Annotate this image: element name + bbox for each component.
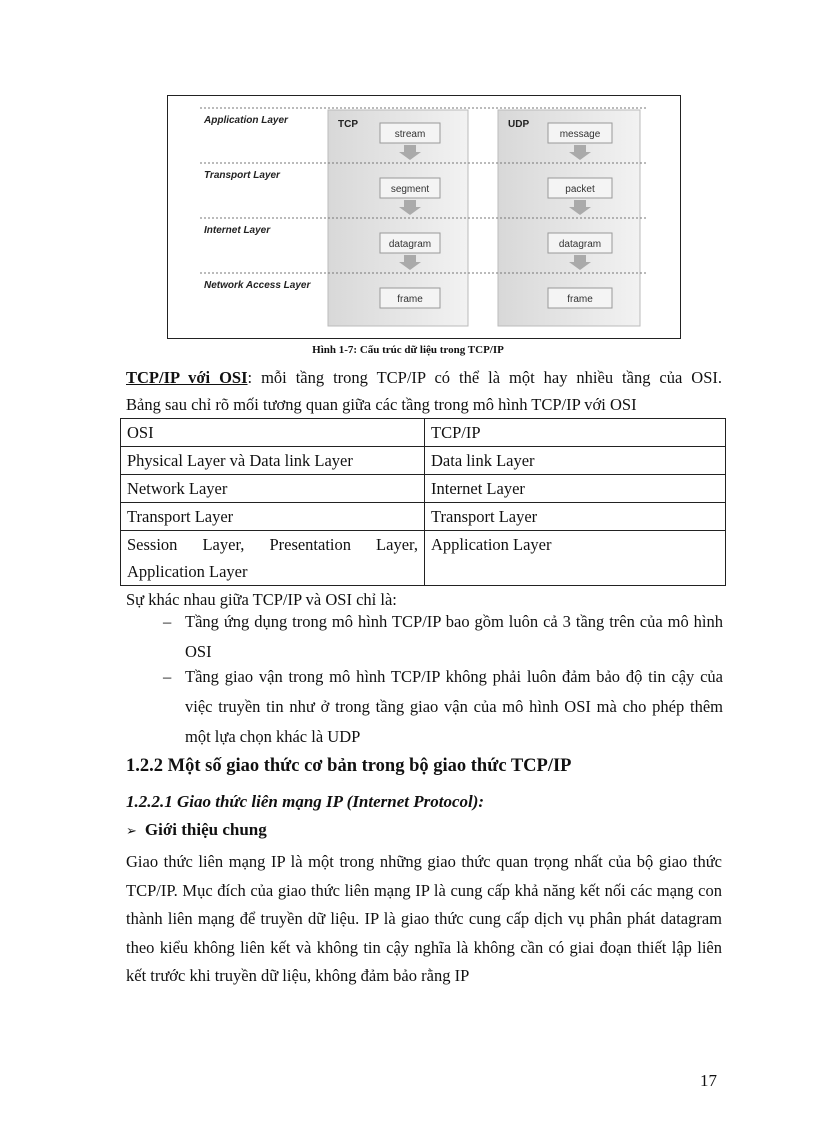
layer-label-internet: Internet Layer xyxy=(204,225,271,236)
table-cell: Data link Layer xyxy=(425,447,726,475)
layer-label-network-access: Network Access Layer xyxy=(204,280,311,291)
tcpip-data-structure-figure xyxy=(167,95,681,339)
intro-line-2: Bảng sau chỉ rõ mối tương quan giữa các tầng trong mô hình TCP/IP với OSI xyxy=(126,395,637,414)
tcp-box-segment-label: segment xyxy=(390,184,430,195)
layer-label-transport: Transport Layer xyxy=(204,170,280,181)
table-row xyxy=(121,447,726,475)
section-heading: 1.2.2 Một số giao thức cơ bản trong bộ giao thức TCP/IP xyxy=(126,756,572,776)
layer-label-application: Application Layer xyxy=(204,115,288,126)
table-cell-line: Session Layer, Presentation Layer, xyxy=(127,535,418,554)
table-cell: Application Layer xyxy=(425,531,726,586)
page-number: 17 xyxy=(700,1071,717,1090)
subsection-heading: 1.2.2.1 Giao thức liên mạng IP (Internet Protocol): xyxy=(126,792,485,811)
intro-title: TCP/IP với OSI xyxy=(126,368,248,387)
table-cell: Transport Layer xyxy=(121,503,425,531)
table-row xyxy=(121,475,726,503)
arrow-bullet-icon: ➢ xyxy=(126,824,137,839)
body-paragraph: Giao thức liên mạng IP là một trong những giao thức quan trọng nhất của bộ giao thức TCP/IP. Mục đích của giao thức liên mạng IP là cung cấp khả năng kết nối các mạng con thành liên mạng để truyền dữ liệu. IP là giao thức cung cấp dịch vụ phân phát datagram theo kiểu không liên kết và không tin cậy nghĩa là không cần có giai đoạn thiết lập liên kết trước khi truyền dữ liệu, không đảm bảo rằng IP xyxy=(126,852,722,985)
table-cell: Transport Layer xyxy=(425,503,726,531)
table-cell-line: Application Layer xyxy=(127,562,248,581)
intro-paragraph xyxy=(126,364,722,418)
udp-box-packet-label: packet xyxy=(565,184,595,195)
tcp-box-frame-label: frame xyxy=(397,294,423,305)
table-cell xyxy=(121,531,425,586)
list-item xyxy=(163,607,723,667)
udp-box-datagram-label: datagram xyxy=(558,239,602,250)
table-header-tcpip: TCP/IP xyxy=(425,419,726,447)
subheading xyxy=(126,820,267,840)
figure-caption: Hình 1-7: Cấu trúc dữ liệu trong TCP/IP xyxy=(312,344,504,356)
tcp-box-datagram-label: datagram xyxy=(388,239,432,250)
figure-diagram xyxy=(168,96,682,340)
table-row xyxy=(121,531,726,586)
table-cell: Internet Layer xyxy=(425,475,726,503)
table-cell: Network Layer xyxy=(121,475,425,503)
dash-bullet: – xyxy=(163,667,172,686)
column-title-tcp: TCP xyxy=(338,119,358,130)
subheading-text: Giới thiệu chung xyxy=(144,820,267,839)
table-header-row xyxy=(121,419,726,447)
intro-line-1-rest: : mỗi tầng trong TCP/IP có thể là một hay nhiều tầng của OSI. xyxy=(247,368,722,387)
osi-tcpip-table xyxy=(120,418,726,586)
column-title-udp: UDP xyxy=(508,119,530,130)
udp-box-frame-label: frame xyxy=(567,294,593,305)
list-item-text: Tầng giao vận trong mô hình TCP/IP không phải luôn đảm bảo độ tin cậy của việc truyền tin như ở trong tầng giao vận của mô hình OSI mà cho phép thêm một lựa chọn khác là UDP xyxy=(185,667,723,746)
list-item xyxy=(163,662,723,752)
table-row xyxy=(121,503,726,531)
intro-line-1 xyxy=(126,364,722,391)
table-header-osi: OSI xyxy=(121,419,425,447)
udp-box-message-label: message xyxy=(559,129,601,140)
tcp-box-stream-label: stream xyxy=(394,129,426,140)
table-cell: Physical Layer và Data link Layer xyxy=(121,447,425,475)
dash-bullet: – xyxy=(163,612,172,631)
list-item-text: Tầng ứng dụng trong mô hình TCP/IP bao gồm luôn cả 3 tầng trên của mô hình OSI xyxy=(185,612,723,661)
differences-intro: Sự khác nhau giữa TCP/IP và OSI chỉ là: xyxy=(126,590,397,609)
